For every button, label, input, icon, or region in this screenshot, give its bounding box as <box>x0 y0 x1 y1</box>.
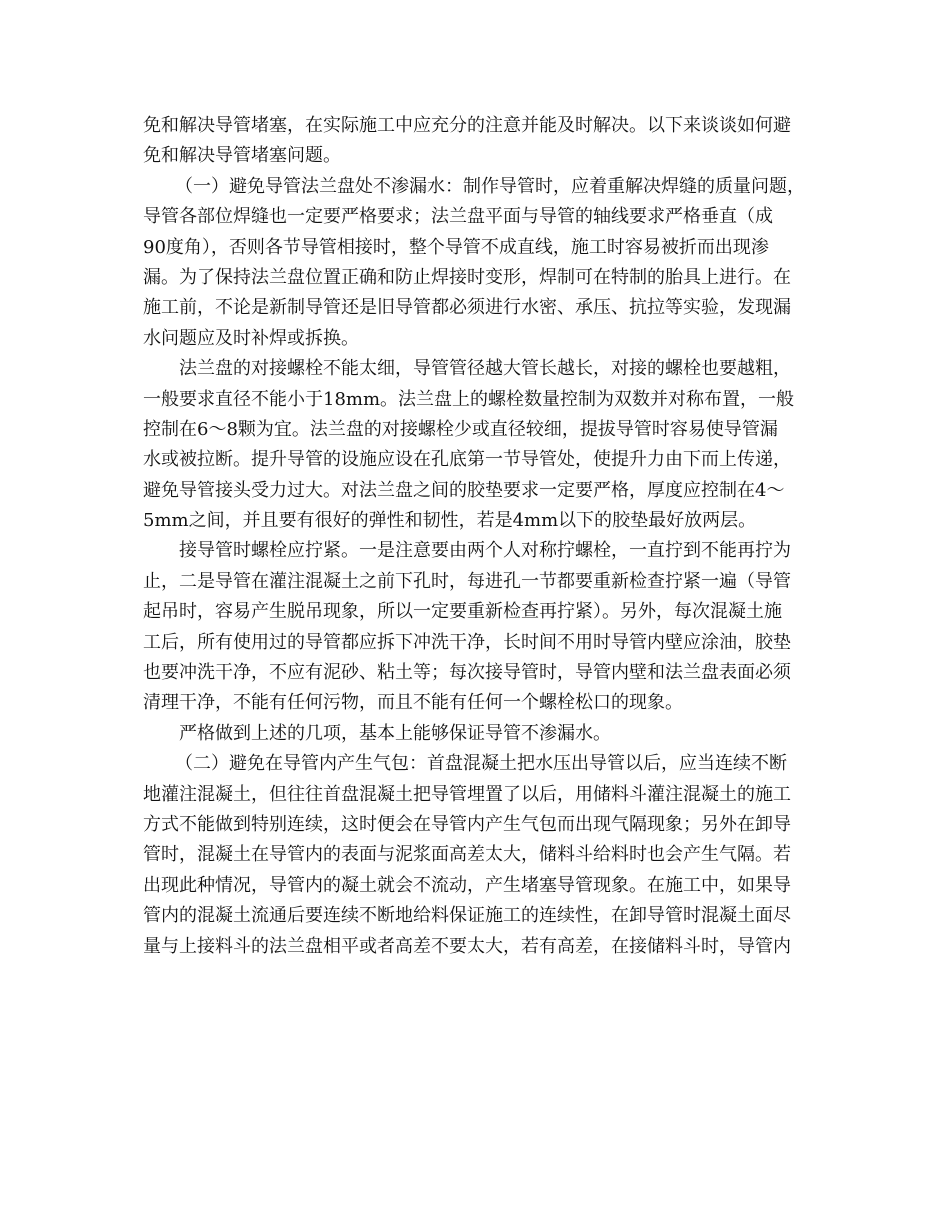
text-line: 免和解决导管堵塞问题。 <box>143 145 341 167</box>
text-line: 方式不能做到特别连续，这时便会在导管内产生气包而出现气隔现象；另外在卸导 <box>143 813 791 835</box>
text-line: 90度角），否则各节导管相接时，整个导管不成直线，施工时容易被折而出现渗 <box>143 236 769 258</box>
text-line: 漏。为了保持法兰盘位置正确和防止焊接时变形，焊制可在特制的胎具上进行。在 <box>143 266 791 288</box>
text-line: 避免导管接头受力过大。对法兰盘之间的胶垫要求一定要严格，厚度应控制在4～ <box>143 479 785 501</box>
text-line: 止，二是导管在灌注混凝土之前下孔时，每进孔一节都要重新检查拧紧一遍（导管 <box>143 570 791 592</box>
text-line: 免和解决导管堵塞，在实际施工中应充分的注意并能及时解决。以下来谈谈如何避 <box>143 115 791 136</box>
paragraph-start-line: 严格做到上述的几项，基本上能够保证导管不渗漏水。 <box>179 722 611 744</box>
text-line: 水问题应及时补焊或拆换。 <box>143 327 359 349</box>
text-line: 导管各部位焊缝也一定要严格要求；法兰盘平面与导管的轴线要求严格垂直（成 <box>143 206 773 228</box>
text-line: 5mm之间，并且要有很好的弹性和韧性，若是4mm以下的胶垫最好放两层。 <box>143 510 757 532</box>
text-line: 控制在6～8颗为宜。法兰盘的对接螺栓少或直径较细，提拔导管时容易使导管漏 <box>143 418 778 440</box>
text-line: 工后，所有使用过的导管都应拆下冲洗干净，长时间不用时导管内壁应涂油，胶垫 <box>143 631 791 653</box>
text-line: 起吊时，容易产生脱吊现象，所以一定要重新检查再拧紧）。另外，每次混凝土施 <box>143 601 782 623</box>
document-body <box>143 111 823 962</box>
paragraph-start-line: 接导管时螺栓应拧紧。一是注意要由两个人对称拧螺栓，一直拧到不能再拧为 <box>179 540 791 562</box>
text-line: 一般要求直径不能小于18mm。法兰盘上的螺栓数量控制为双数并对称布置，一般 <box>143 388 795 410</box>
text-line: 管时，混凝土在导管内的表面与泥浆面高差太大，储料斗给料时也会产生气隔。若 <box>143 844 791 866</box>
text-line: 量与上接料斗的法兰盘相平或者高差不要太大，若有高差，在接储料斗时，导管内 <box>143 935 791 957</box>
paragraph-start-line: 法兰盘的对接螺栓不能太细，导管管径越大管长越长，对接的螺栓也要越粗， <box>179 358 791 380</box>
text-line: 水或被拉断。提升导管的设施应设在孔底第一节导管处，使提升力由下而上传递， <box>143 449 791 471</box>
text-line: 出现此种情况，导管内的凝土就会不流动，产生堵塞导管现象。在施工中，如果导 <box>143 874 791 896</box>
text-line: 清理干净，不能有任何污物，而且不能有任何一个螺栓松口的现象。 <box>143 692 683 714</box>
paragraph-heading-line: （一）避免导管法兰盘处不渗漏水：制作导管时，应着重解决焊缝的质量问题， <box>175 175 805 197</box>
text-line: 施工前，不论是新制导管还是旧导管都必须进行水密、承压、抗拉等实验，发现漏 <box>143 297 791 319</box>
text-line: 也要冲洗干净，不应有泥砂、粘土等；每次接导管时，导管内壁和法兰盘表面必须 <box>143 662 791 684</box>
paragraph-heading-line: （二）避免在导管内产生气包：首盘混凝土把水压出导管以后，应当连续不断 <box>175 753 787 775</box>
text-line: 管内的混凝土流通后要连续不断地给料保证施工的连续性，在卸导管时混凝土面尽 <box>143 905 791 927</box>
text-line: 地灌注混凝土，但往往首盘混凝土把导管埋置了以后，用储料斗灌注混凝土的施工 <box>143 783 791 805</box>
